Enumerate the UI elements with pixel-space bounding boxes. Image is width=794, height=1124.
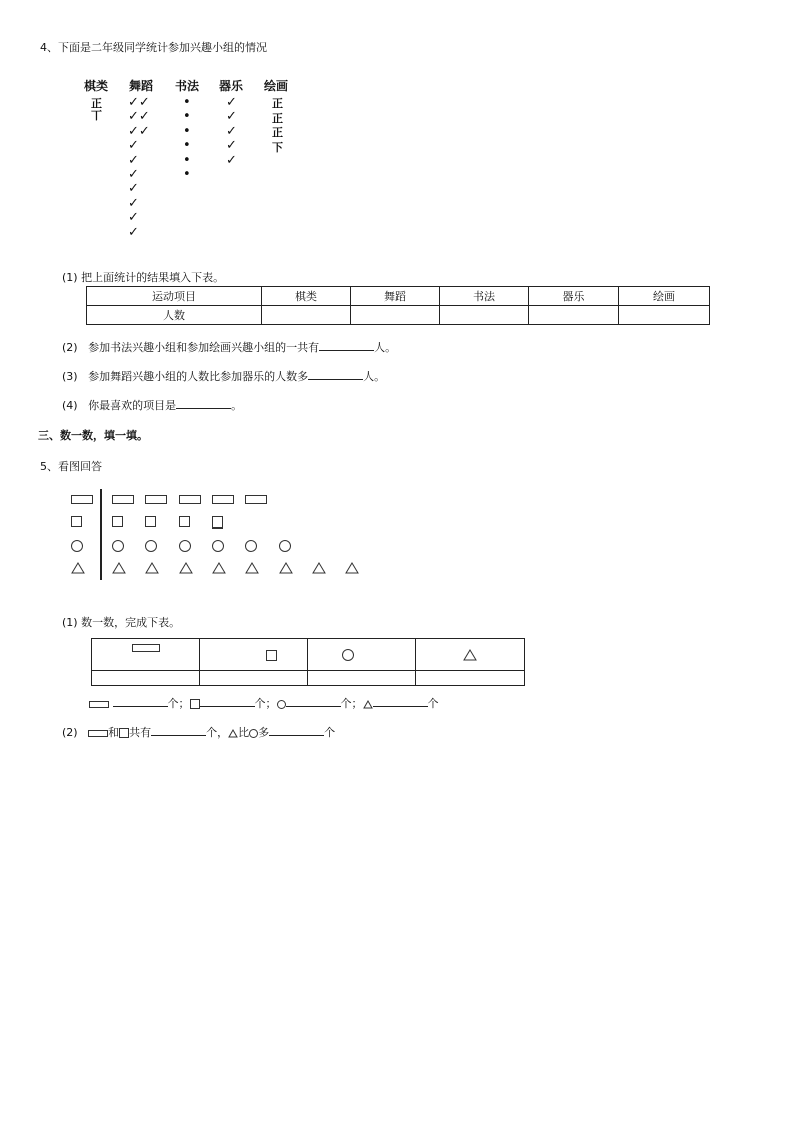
tally-zheng-mark: 正 xyxy=(272,126,283,139)
q4-title: 4、下面是二年级同学统计参加兴趣小组的情况 xyxy=(40,41,267,54)
q4-sub2-text: 参加书法兴趣小组和参加绘画兴趣小组的一共有 xyxy=(88,341,320,354)
q5-count-table xyxy=(91,638,525,686)
answer-blank[interactable] xyxy=(308,379,363,380)
table-header-cell: 书法 xyxy=(440,287,529,306)
tally-zheng-mark: 正 xyxy=(272,97,283,110)
square-icon xyxy=(190,699,200,709)
rectangle-icon xyxy=(245,495,267,504)
tally-check-mark: ✓ xyxy=(128,181,139,197)
q4-result-table xyxy=(86,286,710,325)
q4-sub3 xyxy=(62,368,385,384)
triangle-icon xyxy=(363,700,373,709)
q4-sub4-tail: 。 xyxy=(231,399,243,412)
circle-icon xyxy=(212,540,224,552)
circle-legend-icon xyxy=(71,540,83,552)
table-header-cell: 器乐 xyxy=(529,287,619,306)
q4-sub2 xyxy=(62,339,396,355)
tally-check-mark: ✓ xyxy=(128,195,139,211)
rectangle-header-cell xyxy=(92,639,200,671)
circle-icon xyxy=(145,540,157,552)
rectangle-icon xyxy=(145,495,167,504)
q5-sub1: (1) 数一数，完成下表。 xyxy=(62,616,181,629)
unit-label: 个 xyxy=(427,697,439,710)
tally-dot-mark: • xyxy=(183,152,191,168)
circle-icon xyxy=(279,540,291,552)
tally-dot-mark: • xyxy=(183,138,191,154)
circle-icon xyxy=(277,700,286,709)
tally-dot-mark: • xyxy=(183,167,191,182)
q4-sub4-text: 你最喜欢的项目是 xyxy=(88,399,177,412)
q4-sub4-label: (4) xyxy=(62,399,78,412)
circle-icon xyxy=(112,540,124,552)
answer-cell-huihua[interactable] xyxy=(619,306,710,325)
triangle-icon xyxy=(112,562,126,574)
tally-check-mark: ✓ xyxy=(128,210,139,226)
tally-header-wudao: 舞蹈 xyxy=(129,79,154,93)
square-icon xyxy=(112,516,123,527)
tally-zheng-mark: 正 xyxy=(91,97,102,110)
square-header-cell xyxy=(200,639,308,671)
answer-cell-square[interactable] xyxy=(200,671,308,686)
rectangle-icon xyxy=(89,701,109,708)
q4-sub3-label: (3) xyxy=(62,370,78,383)
q5-count-line xyxy=(89,695,439,711)
triangle-icon xyxy=(345,562,359,574)
table-header-row xyxy=(87,287,710,306)
answer-blank[interactable] xyxy=(176,408,231,409)
answer-cell-rectangle[interactable] xyxy=(92,671,200,686)
circle-header-cell xyxy=(308,639,416,671)
section-title: 三、数一数，填一填。 xyxy=(38,429,148,442)
tally-header-huihua: 绘画 xyxy=(264,79,289,93)
answer-cell-triangle[interactable] xyxy=(416,671,525,686)
separator: ， xyxy=(217,726,229,739)
tally-check-mark: ✓✓ xyxy=(128,95,150,110)
picture-divider xyxy=(100,489,102,580)
square-icon xyxy=(179,516,190,527)
tally-header-qiyue: 器乐 xyxy=(219,79,244,93)
tally-check-mark: ✓✓ xyxy=(128,123,150,139)
table-row-label: 人数 xyxy=(87,306,262,325)
unit-label: 个 xyxy=(167,697,179,710)
rectangle-icon xyxy=(212,495,234,504)
table-header-row xyxy=(92,639,525,671)
rectangle-icon xyxy=(88,730,108,737)
unit-label: 个 xyxy=(324,726,336,739)
triangle-icon xyxy=(145,562,159,574)
answer-cell-qilei[interactable] xyxy=(262,306,351,325)
separator: ； xyxy=(265,697,277,710)
triangle-legend-icon xyxy=(71,562,85,574)
triangle-header-cell xyxy=(416,639,525,671)
tally-check-mark: ✓ xyxy=(226,138,237,154)
answer-blank[interactable] xyxy=(113,706,168,707)
circle-icon xyxy=(179,540,191,552)
table-row xyxy=(92,671,525,686)
tally-check-mark: ✓ xyxy=(128,167,139,182)
q4-sub3-tail: 人。 xyxy=(363,370,386,383)
tally-check-mark: ✓ xyxy=(128,138,139,154)
answer-blank[interactable] xyxy=(151,735,206,736)
q5-sub2 xyxy=(62,724,335,740)
rectangle-icon xyxy=(112,495,134,504)
unit-label: 个 xyxy=(254,697,266,710)
triangle-icon xyxy=(312,562,326,574)
tally-check-mark: ✓✓ xyxy=(128,109,150,125)
q4-sub3-text: 参加舞蹈兴趣小组的人数比参加器乐的人数多 xyxy=(88,370,309,383)
q4-sub2-label: (2) xyxy=(62,341,78,354)
tally-zheng-mark: 下 xyxy=(272,140,283,154)
triangle-icon xyxy=(245,562,259,574)
tally-check-mark: ✓ xyxy=(226,152,237,168)
answer-cell-circle[interactable] xyxy=(308,671,416,686)
q5-sub2-label: (2) xyxy=(62,726,78,739)
answer-blank[interactable] xyxy=(373,706,428,707)
q4-sub2-tail: 人。 xyxy=(374,341,397,354)
answer-cell-shufa[interactable] xyxy=(440,306,529,325)
tally-zheng-mark: 正 xyxy=(272,111,283,125)
q5-title: 5、看图回答 xyxy=(40,460,102,473)
answer-blank[interactable] xyxy=(269,735,324,736)
tally-header-qilei: 棋类 xyxy=(84,79,109,93)
square-icon xyxy=(212,516,223,529)
triangle-icon xyxy=(463,649,477,661)
square-icon xyxy=(266,650,277,661)
total-label: 共有 xyxy=(129,726,152,739)
table-row xyxy=(87,306,710,325)
answer-cell-qiyue[interactable] xyxy=(529,306,619,325)
rectangle-icon xyxy=(132,644,160,652)
separator: ； xyxy=(351,697,363,710)
triangle-icon xyxy=(179,562,193,574)
answer-cell-wudao[interactable] xyxy=(351,306,440,325)
tally-check-mark: ✓ xyxy=(128,152,139,168)
q4-sub4 xyxy=(62,397,242,413)
rectangle-icon xyxy=(179,495,201,504)
tally-dot-mark: • xyxy=(183,109,191,125)
tally-zheng-mark: 丅 xyxy=(91,109,102,122)
tally-check-mark: ✓ xyxy=(226,109,237,125)
tally-check-mark: ✓ xyxy=(226,123,237,139)
table-header-cell: 运动项目 xyxy=(87,287,262,306)
tally-dot-mark: • xyxy=(183,95,191,110)
unit-label: 个 xyxy=(340,697,352,710)
unit-label: 个 xyxy=(206,726,218,739)
tally-header-shufa: 书法 xyxy=(175,79,200,93)
square-legend-icon xyxy=(71,516,82,527)
answer-blank[interactable] xyxy=(286,706,341,707)
q4-sub1: (1) 把上面统计的结果填入下表。 xyxy=(62,271,225,284)
answer-blank[interactable] xyxy=(319,350,374,351)
triangle-icon xyxy=(279,562,293,574)
separator: ； xyxy=(178,697,190,710)
circle-icon xyxy=(342,649,354,661)
answer-blank[interactable] xyxy=(200,706,255,707)
square-icon xyxy=(145,516,156,527)
and-label: 和 xyxy=(108,726,120,739)
triangle-icon xyxy=(228,729,238,738)
square-icon xyxy=(119,728,129,738)
table-header-cell: 舞蹈 xyxy=(351,287,440,306)
tally-check-mark: ✓ xyxy=(226,95,237,110)
than-label: 比 xyxy=(238,726,250,739)
tally-check-mark: ✓ xyxy=(128,224,139,240)
table-header-cell: 棋类 xyxy=(262,287,351,306)
circle-icon xyxy=(249,729,258,738)
table-header-cell: 绘画 xyxy=(619,287,710,306)
rectangle-legend-icon xyxy=(71,495,93,504)
triangle-icon xyxy=(212,562,226,574)
more-label: 多 xyxy=(258,726,270,739)
circle-icon xyxy=(245,540,257,552)
tally-dot-mark: • xyxy=(183,123,191,139)
